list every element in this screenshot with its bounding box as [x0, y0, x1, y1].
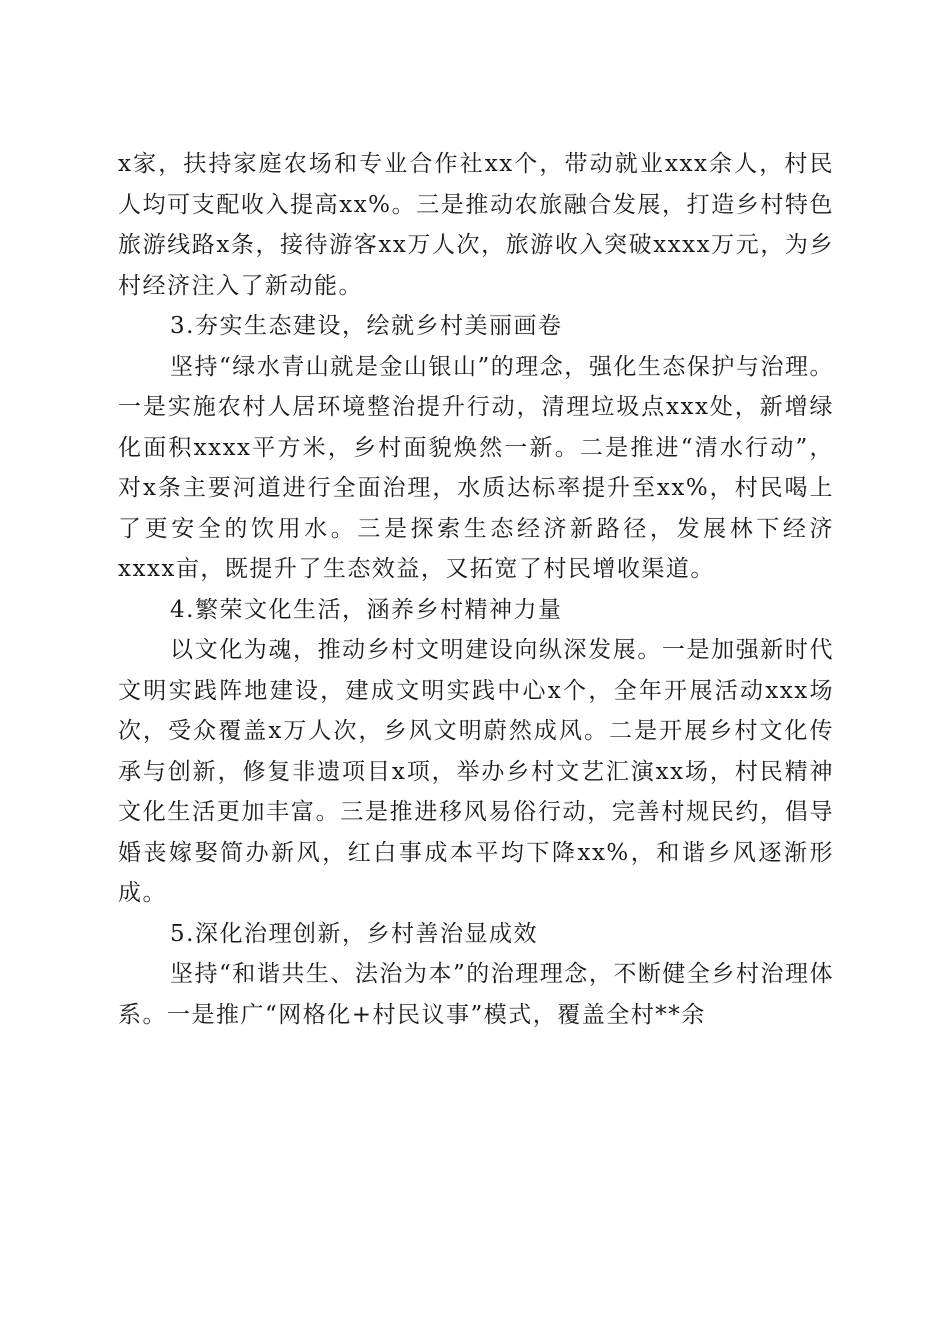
section-heading-ecology: 3.夯实生态建设，绘就乡村美丽画卷 — [170, 313, 563, 339]
document-body — [118, 144, 834, 1035]
paragraph-governance: 坚持“和谐共生、法治为本”的治理理念，不断健全乡村治理体系。一是推广“网格化+村民议事”模式，覆盖全村**余 — [118, 961, 834, 1028]
paragraph-economy-continuation: x家，扶持家庭农场和专业合作社xx个，带动就业xxx余人，村民人均可支配收入提高xx%。三是推动农旅融合发展，打造乡村特色旅游线路x条，接待游客xx万人次，旅游收入突破xxxx万元，为乡村经济注入了新动能。 — [118, 151, 834, 299]
paragraph-ecology: 坚持“绿水青山就是金山银山”的理念，强化生态保护与治理。一是实施农村人居环境整治提升行动，清理垃圾点xxx处，新增绿化面积xxxx平方米，乡村面貌焕然一新。二是推进“清水行动”，对x条主要河道进行全面治理，水质达标率提升至xx%，村民喝上了更安全的饮用水。三是探索生态经济新路径，发展林下经济xxxx亩，既提升了生态效益，又拓宽了村民增收渠道。 — [118, 353, 834, 582]
section-heading-culture: 4.繁荣文化生活，涵养乡村精神力量 — [170, 596, 563, 623]
section-heading-governance: 5.深化治理创新，乡村善治显成效 — [170, 920, 538, 947]
paragraph-culture: 以文化为魂，推动乡村文明建设向纵深发展。一是加强新时代文明实践阵地建设，建成文明实践中心x个，全年开展活动xxx场次，受众覆盖x万人次，乡风文明蔚然成风。二是开展乡村文化传承与创新，修复非遗项目x项，举办乡村文艺汇演xx场，村民精神文化生活更加丰富。三是推进移风易俗行动，完善村规民约，倡导婚丧嫁娶简办新风，红白事成本平均下降xx%，和谐乡风逐渐形成。 — [118, 637, 834, 906]
